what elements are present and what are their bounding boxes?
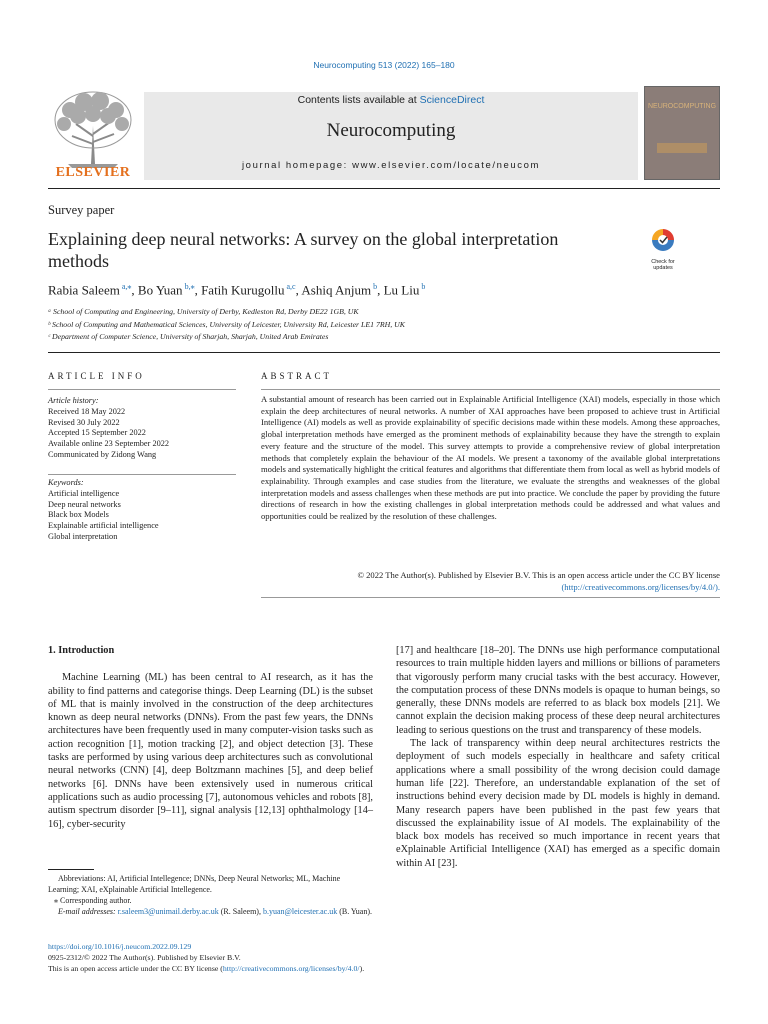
affiliation-c: ᶜ Department of Computer Science, University of Sharjah, Sharjah, United Arab Emirates [48,332,329,341]
elsevier-wordmark: ELSEVIER [55,165,131,180]
crossmark-icon [651,228,675,254]
author-affiliation-marker[interactable]: b [421,282,426,291]
article-info-heading: ARTICLE INFO [48,371,145,381]
header-rule [48,188,720,189]
author-list: Rabia Saleem $^{a,⁎}$, Bo Yuan $^{b,⁎}$, Fatih Kurugollu $^{a,c}$, Ashiq Anjum $^b$, Lu Liu $^b$ [48,282,426,298]
history-item: Communicated by Zidong Wang [48,449,157,459]
abstract-heading: ABSTRACT [261,371,333,381]
section-heading: 1. Introduction [48,645,115,656]
journal-reference-link[interactable]: Neurocomputing 513 (2022) 165–180 [313,60,455,70]
abbreviations-note: Abbreviations: AI, Artificial Intellegence; DNNs, Deep Neural Networks; ML, Machine Learning; XAI, eXplainable Artificial Intellegence. [48,874,341,894]
elsevier-logo[interactable] [48,86,138,180]
license-line [48,963,364,974]
keywords-rule [48,474,236,475]
author-affiliation-marker[interactable]: a,⁎ [121,282,132,291]
affiliations [48,306,405,344]
affiliation-b: ᵇ School of Computing and Mathematical Sciences, University of Leicester, University Rd, Leicester LE1 7RH, UK [48,319,406,329]
history-item: Available online 23 September 2022 [48,439,170,449]
author-affiliation-marker[interactable]: b,⁎ [184,282,195,291]
article-history [48,396,169,461]
journal-homepage[interactable]: journal homepage: www.elsevier.com/locate/neucom [241,160,541,171]
masthead-banner [144,92,638,180]
abstract-copyright [261,570,720,593]
body-paragraph: [17] and healthcare [18–20]. The DNNs use high performance computational resources to train multiple hidden layers and millions or billions of parameters that vigorously perform many crucial tasks with the best accuracy. However, the computation process of these DNNs models is opaque to human beings, so generally, these DNNs models are referred to as black box models [21]. We cannot explain the decision making process of these deep neural architectures leading to serious questions on the trust and transparency of these models. [396,645,720,736]
keywords-label: Keywords: [48,478,84,487]
keyword-item: Artificial intelligence [48,488,120,498]
body-paragraph: The lack of transparency within deep neural architectures restricts the deployment of such models especially in healthcare and safety critical applications where a small possibility of the wrong decision could damage human life [22]. Therefore, an understandable explanation of the set of instructions behind every decision made by DL models is highly in demand. Many research papers have been published in the past few years that discussed the explainability issue of AI models. The explainability of the black box models has received so much importance in recent years that eXplainable Artificial Intelligence (XAI) has emerged as a specific domain within AI [23]. [396,738,720,869]
history-item: Received 18 May 2022 [48,406,126,416]
history-item: Accepted 15 September 2022 [48,428,146,438]
journal-name: Neurocomputing [326,120,456,141]
email-link-yuan[interactable]: b.yuan@leicester.ac.uk [262,907,338,916]
author-name[interactable]: Fatih Kurugollu [201,282,285,298]
contents-line [144,94,638,106]
keywords [48,478,159,543]
sciencedirect-link[interactable]: ScienceDirect [419,94,485,106]
cc-license-link[interactable]: (http://creativecommons.org/licenses/by/4.0/). [561,581,720,592]
abstract-text: A substantial amount of research has been carried out in Explainable Artificial Intelligence (XAI) models, especially in those which explain the deep architectures of neural networks. A number of XAI approaches have been proposed to achieve trust in Artificial Intelligence (AI) models as well as provide explainability of specific decisions made within these models. Among these approaches, global interpretation methods have emerged as the prominent methods of explainability because they have the strength to explain every feature and the structure of the model. This survey attempts to provide a comprehensive review of global interpretation methods that completely explain the behaviour of the AI models. We present a taxonomy of the available global interpretations models and systematically highlight the critical features and algorithms that differentiate them from local as well as hybrid models of explainability. Through examples and case studies from the literature, we evaluate the strengths and weaknesses of the global interpretation models and assess challenges when these methods are put into practice. We conclude the paper by providing the future directions of research in how the existing challenges in global interpretation methods could be addressed and what values and opportunities could be realized by the resolution of these challenges. [261,394,720,522]
license-suffix: ). [359,964,365,973]
article-title: Explaining deep neural networks: A survey on the global interpretation methods [48,229,559,271]
cover-title: NEUROCOMPUTING [647,103,717,110]
page-footer [48,941,364,974]
issn-line: 0925-2312/© 2022 The Author(s). Published by Elsevier B.V. [48,953,241,962]
body-column-right [396,644,720,870]
author-affiliation-marker[interactable]: a,c [286,282,296,291]
history-item: Revised 30 July 2022 [48,417,120,427]
affiliation-a: ᵃ School of Computing and Engineering, University of Derby, Kedleston Rd, Derby DE22 1GB, UK [48,307,359,316]
email-owner: (B. Yuan). [337,907,373,916]
author-name[interactable]: Lu Liu [383,282,420,298]
keyword-item: Deep neural networks [48,499,121,509]
history-label: Article history: [48,396,99,405]
keyword-item: Black box Models [48,510,109,520]
license-prefix: This is an open access article under the CC BY license ( [48,964,223,973]
doi-link[interactable]: https://doi.org/10.1016/j.neucom.2022.09.129 [48,942,192,951]
author-name[interactable]: Ashiq Anjum [301,282,372,298]
check-for-updates-label: Check for updates [651,259,675,271]
check-for-updates-button[interactable] [646,228,680,271]
abstract-rule [261,389,720,390]
body-paragraph: Machine Learning (ML) has been central to AI research, as it has the ability to find patterns and categorise things. Deep Learning (DL) is the subset of ML that is mainly involved in the construction of the deep architectures known as deep neural networks (DNNs). From the past few years, the DNNs architectures have been frequently used in many computer-vision tasks such as action recognition [1], motion tracking [2], and object detection [3]. These tasks are performed by using various deep architectures such as convolutional neural networks (CNN) [4], deep Boltzmann machines [5], and deep belief networks [6]. DNNs have been extensively used in numerous critical applications such as audio processing [7], autonomous vehicles and robots [8], autism spectrum disorder [9–11], signal analysis [12,13] ophthalmology [14–16], cyber-security [48,672,373,830]
email-note [48,906,373,917]
journal-masthead [48,86,720,181]
email-link-saleem[interactable]: r.saleem3@unimail.derby.ac.uk [117,907,219,916]
footer-license-link[interactable]: http://creativecommons.org/licenses/by/4.0/ [222,964,360,973]
author-name[interactable]: Rabia Saleem [48,282,120,298]
section-rule [48,352,720,353]
journal-cover-thumbnail[interactable] [644,86,720,180]
author-affiliation-marker[interactable]: b [373,282,378,291]
cover-band [657,143,707,153]
corresponding-author-note: ⁎ Corresponding author. [54,896,132,905]
body-column-left [48,644,373,831]
footnote-rule [48,869,94,870]
article-info-rule [48,389,236,390]
email-label: E-mail addresses: [58,907,118,916]
article-type: Survey paper [48,203,115,217]
footnotes [48,873,373,917]
keyword-item: Global interpretation [48,531,118,541]
abstract-end-rule [261,597,720,598]
email-owner: (R. Saleem), [218,907,263,916]
author-name[interactable]: Bo Yuan [137,282,183,298]
copyright-text: © 2022 The Author(s). Published by Elsevier B.V. This is an open access article under the CC BY license [357,570,720,580]
keyword-item: Explainable artificial intelligence [48,521,159,531]
contents-prefix: Contents lists available at [297,94,420,106]
